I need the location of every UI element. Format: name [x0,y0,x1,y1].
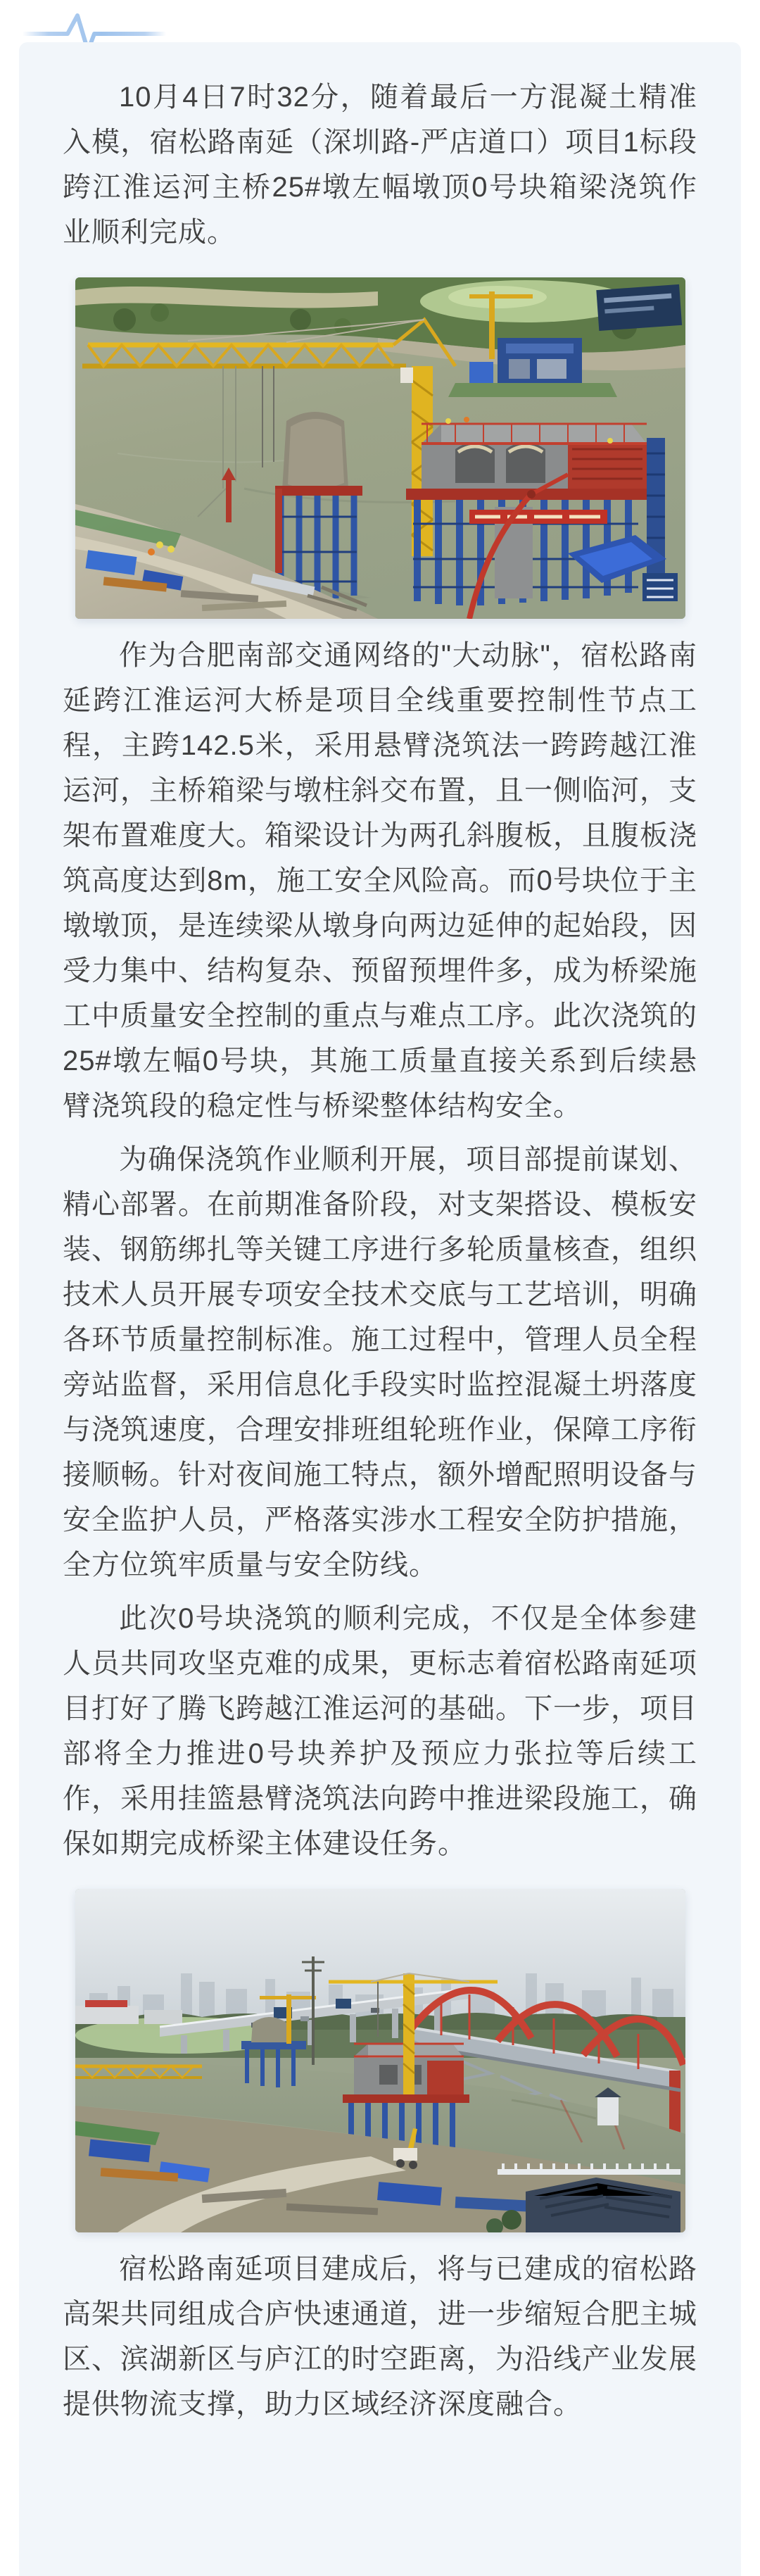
project-sign-board [596,284,682,331]
paragraph-project-overview: 作为合肥南部交通网络的"大动脉"，宿松路南延跨江淮运河大桥是项目全线重要控制性节点工程，主跨142.5米，采用悬臂浇筑法一跨跨越江淮运河，主桥箱梁与墩柱斜交布置，且一侧临河，支架布置难度大。箱梁设计为两孔斜腹板，且腹板浇筑高度达到8m，施工安全风险高。而0号块位于主墩墩顶，是连续梁从墩身向两边延伸的起始段，因受力集中、结构复杂、预留预埋件多，成为桥梁施工中质量安全控制的重点与难点工序。此次浇筑的25#墩左幅0号块，其施工质量直接关系到后续悬臂浇筑段的稳定性与桥梁整体结构安全。 [63,640,697,1121]
article-card [19,42,741,2576]
paragraph-intro: 10月4日7时32分，随着最后一方混凝土精准入模，宿松路南延（深圳路-严店道口）项目1标段跨江淮运河主桥25#墩左幅墩顶0号块箱梁浇筑作业顺利完成。 [63,82,697,248]
paragraph-regional-impact: 宿松路南延项目建成后，将与已建成的宿松路高架共同组成合庐快速通道，进一步缩短合肥主城区、滨湖新区与庐江的时空距离，为沿线产业发展提供物流支撑，助力区域经济深度融合。 [63,2254,697,2420]
photo-pier-0-block-construction[interactable] [75,277,685,619]
paragraph-quality-measures: 为确保浇筑作业顺利开展，项目部提前谋划、精心部署。在前期准备阶段，对支架搭设、模板安装、钢筋绑扎等关键工序进行多轮质量核查，组织技术人员开展专项安全技术交底与工艺培训，明确各环节质量控制标准。施工过程中，管理人员全程旁站监督，采用信息化手段实时监控混凝土坍落度与浇筑速度，合理安排班组轮班作业，保障工序衔接顺畅。针对夜间施工特点，额外增配照明设备与安全监护人员，严格落实涉水工程安全防护措施，全方位筑牢质量与安全防线。 [63,1144,697,1581]
photo-bridge-river-panorama[interactable] [75,1889,685,2232]
paragraph-milestone-next-steps: 此次0号块浇筑的顺利完成，不仅是全体参建人员共同攻坚克难的成果，更标志着宿松路南延项目打好了腾飞跨越江淮运河的基础。下一步，项目部将全力推进0号块养护及预应力张拉等后续工作，采用挂篮悬臂浇筑法向跨中推进梁段施工，确保如期完成桥梁主体建设任务。 [63,1603,697,1859]
